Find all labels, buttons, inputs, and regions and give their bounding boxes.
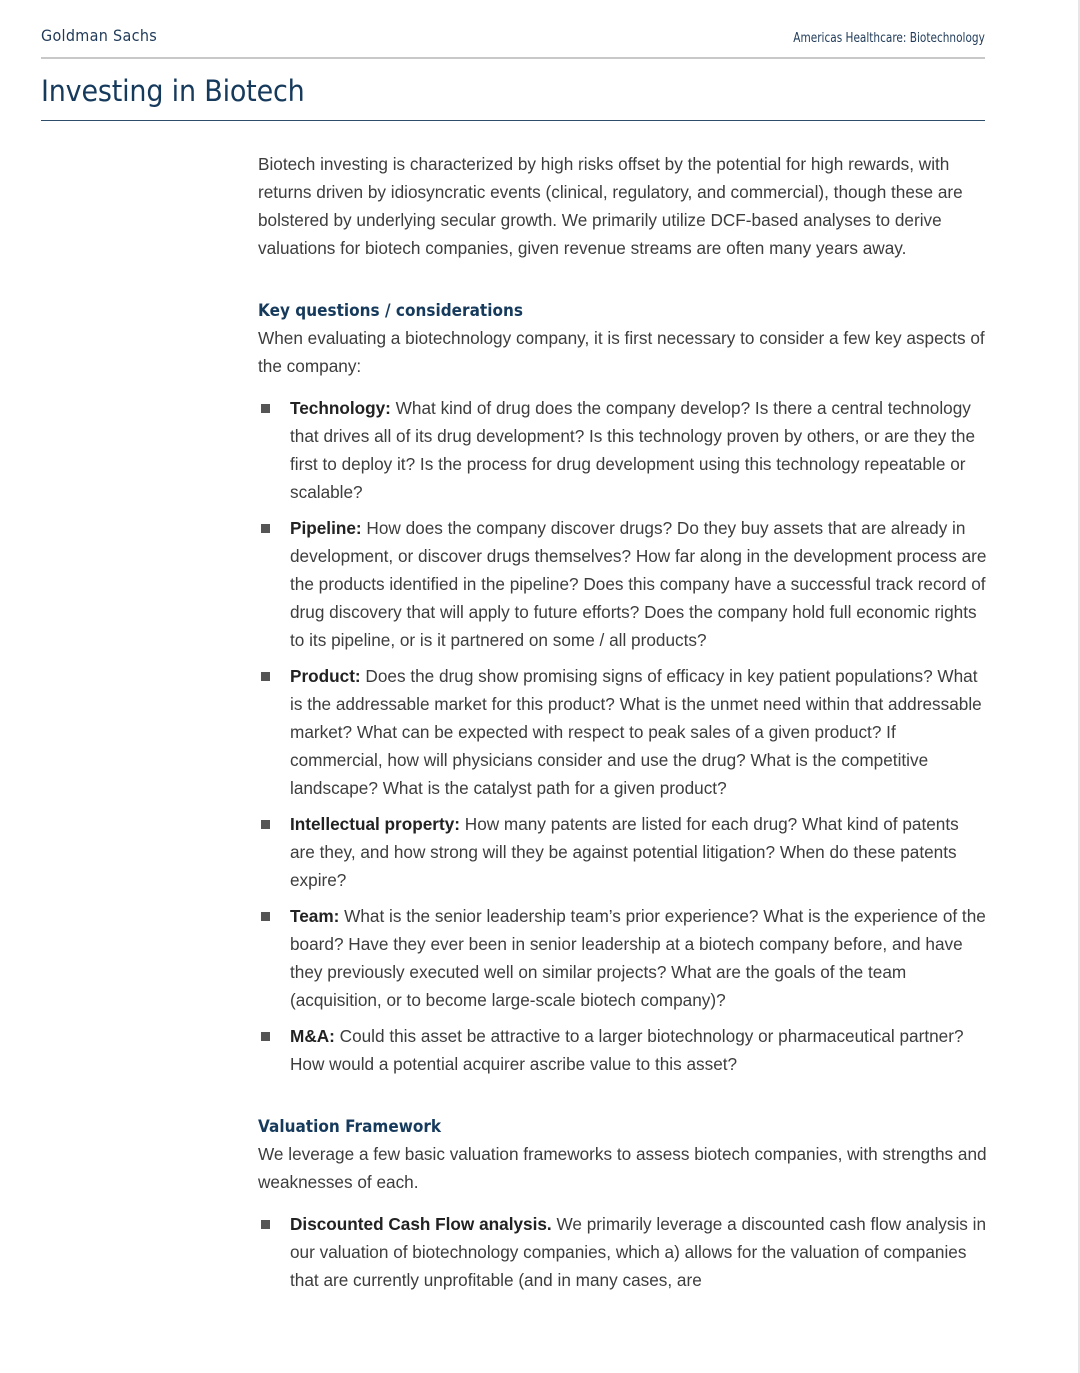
page-header (41, 26, 985, 59)
list-item-product (258, 662, 988, 802)
list-item-m-and-a (258, 1022, 988, 1078)
square-bullet-icon (261, 1032, 270, 1041)
list-item-term: Team: (290, 906, 340, 926)
square-bullet-icon (261, 820, 270, 829)
list-item-technology (258, 394, 988, 506)
list-item-team (258, 902, 988, 1014)
list-item-intellectual-property (258, 810, 988, 894)
list-item-text: What is the senior leadership team’s prior experience? What is the experience of the board? Have they ever been in senior leadership at a biotech company before, and have they previously executed well on similar projects? What are the goals of the team (acquisition, or to become large-scale biotech company)? (290, 906, 986, 1010)
key-questions-heading: Key questions / considerations (258, 301, 523, 321)
list-item-text: Could this asset be attractive to a larger biotechnology or pharmaceutical partner? How would a potential acquirer ascribe value to this asset? (290, 1026, 964, 1074)
list-item-text: We primarily leverage a discounted cash flow analysis in our valuation of biotechnology companies, which a) allows for the valuation of companies that are currently unprofitable (and in many cases, are (290, 1214, 987, 1290)
square-bullet-icon (261, 672, 270, 681)
section-label: Americas Healthcare: Biotechnology (793, 31, 985, 46)
list-item-term: M&A: (290, 1026, 335, 1046)
title-block (41, 74, 985, 121)
list-item-text: How many patents are listed for each drug? What kind of patents are they, and how strong will they be against potential litigation? When do these patents expire? (290, 814, 959, 890)
list-item-term: Intellectual property: (290, 814, 460, 834)
list-item-dcf (258, 1210, 988, 1294)
list-item-pipeline (258, 514, 988, 654)
section-spacer (258, 1086, 988, 1114)
intro-paragraph: Biotech investing is characterized by high risks offset by the potential for high rewards, with returns driven by idiosyncratic events (clinical, regulatory, and commercial), though these are bolstered by underlying secular growth. We primarily utilize DCF-based analyses to derive valuations for biotech companies, given revenue streams are often many years away. (258, 154, 963, 258)
valuation-lead: We leverage a few basic valuation frameworks to assess biotech companies, with strengths and weaknesses of each. (258, 1144, 987, 1192)
square-bullet-icon (261, 524, 270, 533)
list-item-term: Product: (290, 666, 361, 686)
valuation-heading: Valuation Framework (258, 1117, 442, 1137)
list-item-term: Technology: (290, 398, 391, 418)
list-item-text: What kind of drug does the company develop? Is there a central technology that drives all of its drug development? Is this technology proven by others, or are they the first to deploy it? Is the process for drug development using this technology repeatable or scalable? (290, 398, 976, 502)
valuation-list (258, 1210, 988, 1294)
square-bullet-icon (261, 404, 270, 413)
key-questions-lead: When evaluating a biotechnology company, it is first necessary to consider a few key aspects of the company: (258, 328, 985, 376)
list-item-term: Pipeline: (290, 518, 362, 538)
square-bullet-icon (261, 912, 270, 921)
main-content (258, 150, 988, 1302)
key-questions-list (258, 394, 988, 1078)
brand-name: Goldman Sachs (41, 26, 158, 45)
page-title: Investing in Biotech (41, 74, 305, 108)
list-item-text: Does the drug show promising signs of efficacy in key patient populations? What is the addressable market for this product? What is the unmet need within that addressable market? What can be expected with respect to peak sales of a given product? If commercial, how will physicians consider and use the drug? What is the competitive landscape? What is the catalyst path for a given product? (290, 666, 982, 798)
square-bullet-icon (261, 1220, 270, 1229)
list-item-text: How does the company discover drugs? Do they buy assets that are already in development, or discover drugs themselves? How far along in the development process are the products identified in the pipeline? Does this company have a successful track record of drug discovery that will apply to future efforts? Does the company hold full economic rights to its pipeline, or is it partnered on some / all products? (290, 518, 987, 650)
list-item-term: Discounted Cash Flow analysis. (290, 1214, 552, 1234)
